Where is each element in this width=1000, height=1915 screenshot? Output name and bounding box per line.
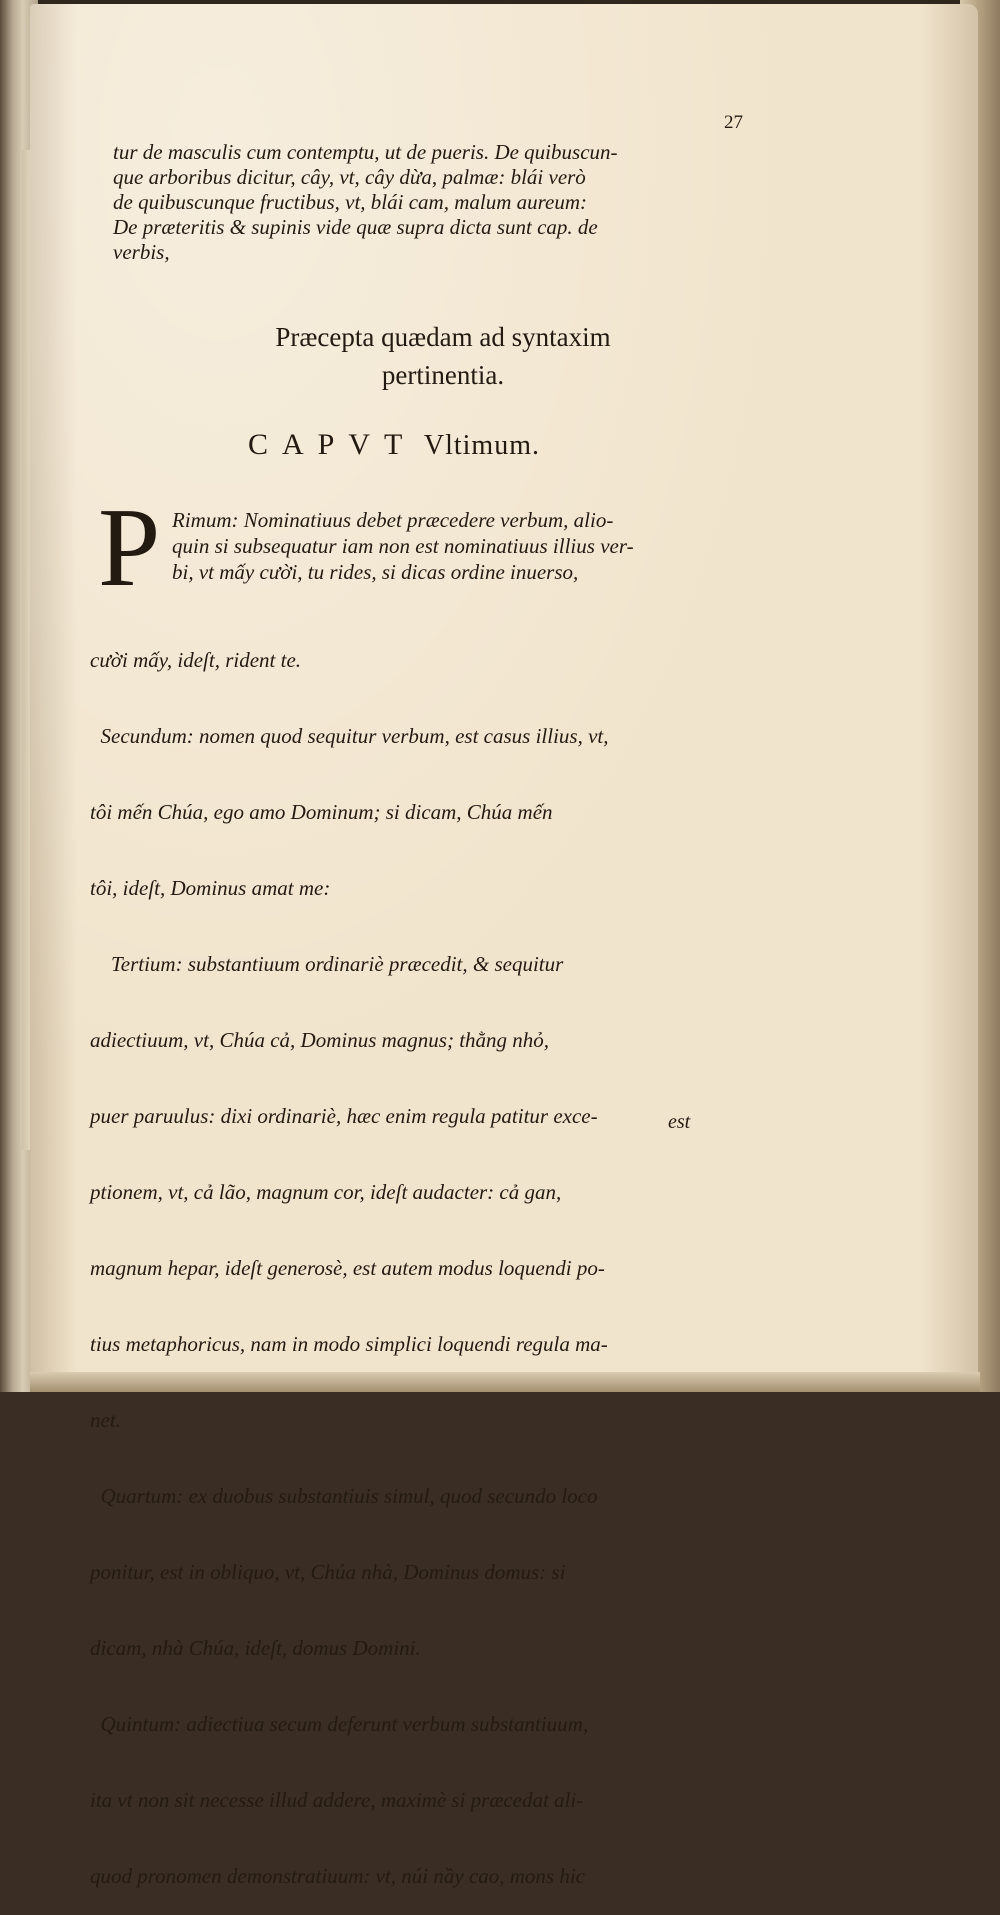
continued-paragraph bbox=[113, 140, 618, 265]
text-line: bi, vt mấy cười, tu rides, si dicas ordine inuerso, bbox=[172, 560, 579, 584]
chapter-title bbox=[248, 428, 540, 461]
text-line: que arboribus dicitur, cây, vt, cây dừa, palmæ: blái verò bbox=[113, 165, 586, 189]
text-line: tôi mến Chúa, ego amo Dominum; si dicam, Chúa mến bbox=[90, 800, 553, 824]
drop-cap: P bbox=[98, 486, 161, 610]
precepts-body bbox=[90, 598, 609, 1915]
text-line: Rimum: Nominatiuus debet præcedere verbum, alio- bbox=[172, 508, 614, 532]
text-line: net. bbox=[90, 1408, 121, 1432]
text-line: ptionem, vt, cả lão, magnum cor, ideſt audacter: cả gan, bbox=[90, 1180, 562, 1204]
catchword: est bbox=[668, 1111, 691, 1133]
text-line: Tertium: substantiuum ordinariè præcedit, & sequitur bbox=[90, 952, 564, 976]
text-line: ita vt non sit necesse illud addere, maximè si præcedat ali- bbox=[90, 1788, 584, 1812]
chapter-ordinal: Vltimum. bbox=[423, 430, 540, 461]
text-line: dicam, nhà Chúa, ideſt, domus Domini. bbox=[90, 1636, 421, 1660]
text-line: quod pronomen demonstratiuum: vt, núi nầy cao, mons hic bbox=[90, 1864, 585, 1888]
text-line: Secundum: nomen quod sequitur verbum, est casus illius, vt, bbox=[90, 724, 609, 748]
first-precept bbox=[172, 508, 634, 586]
text-line: puer paruulus: dixi ordinariè, hæc enim regula patitur exce- bbox=[90, 1104, 598, 1128]
heading-line: Præcepta quædam ad syntaxim bbox=[275, 322, 611, 352]
text-line: tur de masculis cum contemptu, ut de pueris. De quibuscun- bbox=[113, 140, 618, 164]
text-line: De præteritis & supinis vide quæ supra dicta sunt cap. de bbox=[113, 215, 598, 239]
text-line: cười mấy, ideſt, rident te. bbox=[90, 648, 302, 672]
text-line: de quibuscunque fructibus, vt, blái cam, malum aureum: bbox=[113, 190, 587, 214]
text-line: verbis, bbox=[113, 240, 170, 264]
text-line: tôi, ideſt, Dominus amat me: bbox=[90, 876, 331, 900]
text-line: Quartum: ex duobus substantiuis simul, quod secundo loco bbox=[90, 1484, 598, 1508]
folio-number: 27 bbox=[724, 112, 743, 133]
section-heading bbox=[203, 318, 683, 394]
text-line: adiectiuum, vt, Chúa cả, Dominus magnus; thằng nhỏ, bbox=[90, 1028, 550, 1052]
chapter-word: CAPVT bbox=[248, 428, 417, 461]
heading-line: pertinentia. bbox=[381, 360, 505, 390]
text-line: quin si subsequatur iam non est nominatiuus illius ver- bbox=[172, 534, 634, 558]
text-line: ponitur, est in obliquo, vt, Chúa nhà, Dominus domus: si bbox=[90, 1560, 566, 1584]
text-line: magnum hepar, ideſt generosè, est autem modus loquendi po- bbox=[90, 1256, 605, 1280]
text-line: Quintum: adiectiua secum deferunt verbum substantiuum, bbox=[90, 1712, 589, 1736]
text-line: tius metaphoricus, nam in modo simplici loquendi regula ma- bbox=[90, 1332, 608, 1356]
